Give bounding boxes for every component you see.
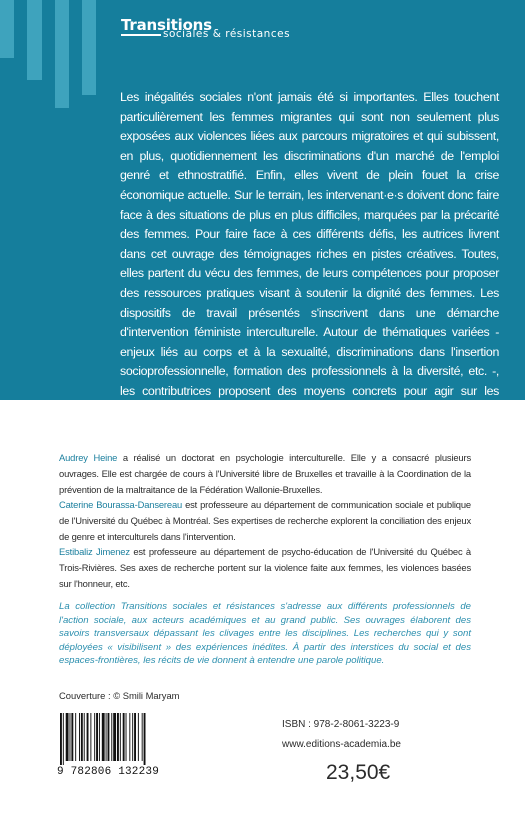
barcode-stripe	[94, 713, 95, 761]
barcode-stripe	[144, 713, 146, 765]
barcode-stripe	[99, 713, 100, 761]
barcode-stripe	[71, 713, 73, 761]
barcode-stripe	[129, 713, 130, 761]
publisher-website: www.editions-academia.be	[282, 739, 401, 750]
barcode-stripe	[111, 713, 112, 761]
decorative-bar	[27, 0, 42, 80]
barcode-stripe	[138, 713, 139, 761]
barcode-number: 9 782806 132239	[57, 766, 160, 778]
barcode-stripe	[134, 713, 136, 761]
barcode-stripe	[75, 713, 76, 761]
collection-description: La collection Transitions sociales et résistances s'adresse aux différents professionnels de l'action sociale, aux acteurs académiques et au grand public. Ses ouvrages élaborent des savoirs transversaux dépassant les clivages entre les disciplines. Les recherches qui y sont déployées « visibilisent » des expériences inédites. À partir des interstices du social et des espaces-frontières, les récits de vie donnent à entendre une parole politique.	[59, 601, 471, 667]
author-bio-text: est professeure au département de psycho-éducation de l'Université du Québec à Trois-Rivières. Ses axes de recherche portent sur la violence faite aux femmes, les violences basées sur l'honneur, etc.	[59, 546, 471, 589]
barcode-stripe	[117, 713, 119, 761]
barcode-stripe	[123, 713, 125, 761]
author-name: Audrey Heine	[59, 452, 118, 463]
decorative-bar	[82, 0, 96, 95]
cover-credit: Couverture : © Smili Maryam	[59, 690, 180, 701]
back-cover-text: Les inégalités sociales n'ont jamais été si importantes. Elles touchent particulièrement les femmes migrantes qui sont non seulement plus exposées aux violences liées aux parcours migratoires et qui subissent, en plus, quotidiennement les discriminations d'un marché de l'emploi genré et ethnostratifié. Enfin, elles vivent de plein fouet la crise économique actuelle. Sur le terrain, les intervenant·e·s doivent donc faire face à des situations de plus en plus difficiles, marquées par la précarité des femmes. Pour faire face à ces différents défis, les autrices livrent dans cet ouvrage des témoignages riches en pistes créatives. Toutes, elles partent du vécu des femmes, de leurs compétences pour proposer des ressources pratiques visant à soutenir la dignité des femmes. Les dispositifs de travail présentés s'inscrivent dans une démarche d'intervention féministe interculturelle. Autour de thématiques variées - enjeux liés au corps et à la sexualité, discriminations dans l'insertion socioprofessionnelle, formation des professionnels à la diversité, etc. -, les contributrices proposent des moyens concrets pour agir sur les rapports sociaux liés au genre et à la diversité des femmes dans les pratiques professionnelles.	[120, 90, 499, 438]
author-name: Caterine Bourassa-Dansereau	[59, 499, 183, 510]
barcode-stripe	[132, 713, 133, 761]
barcode-stripe	[108, 713, 110, 761]
author-bio	[59, 450, 471, 497]
barcode-stripe	[106, 713, 107, 761]
barcode-stripe	[142, 713, 143, 761]
decorative-bar	[0, 0, 14, 58]
isbn: ISBN : 978-2-8061-3223-9	[282, 719, 400, 730]
series-subtitle: sociales & résistances	[163, 28, 291, 40]
barcode-stripe	[120, 713, 121, 761]
author-name: Estibaliz Jimenez	[59, 546, 130, 557]
barcode-stripe	[81, 713, 83, 761]
author-bio-text: est professeure au département de communication sociale et publique de l'Université du Québec à Montréal. Ses expertises de recherche explorent la conciliation des enjeux de genre et interculturels dans l'intervention.	[59, 499, 471, 542]
barcode-stripe	[84, 713, 85, 761]
series-title: Transitions	[121, 16, 212, 34]
barcode-stripe	[96, 713, 98, 761]
price: 23,50€	[326, 761, 391, 784]
barcode-stripe	[90, 713, 91, 761]
barcode-stripe	[87, 713, 89, 761]
decorative-bar	[55, 0, 69, 108]
author-bio	[59, 497, 471, 544]
barcode-stripe	[60, 713, 62, 765]
barcode-stripe	[63, 713, 64, 765]
author-bio-text: a réalisé un doctorat en psychologie interculturelle. Elle y a consacré plusieurs ouvrages. Elle est chargée de cours à l'Université libre de Bruxelles et travaille à la Coordination de la prévention de la maltraitance de la Fédération Wallonie-Bruxelles.	[59, 452, 471, 495]
barcode	[59, 713, 181, 765]
barcode-stripe	[126, 713, 127, 761]
barcode-stripe	[79, 713, 80, 761]
author-bio	[59, 544, 471, 591]
barcode-stripe	[102, 713, 105, 761]
series-underline	[121, 34, 161, 36]
barcode-stripe	[66, 713, 69, 761]
barcode-stripe	[70, 713, 71, 761]
barcode-stripe	[113, 713, 116, 761]
